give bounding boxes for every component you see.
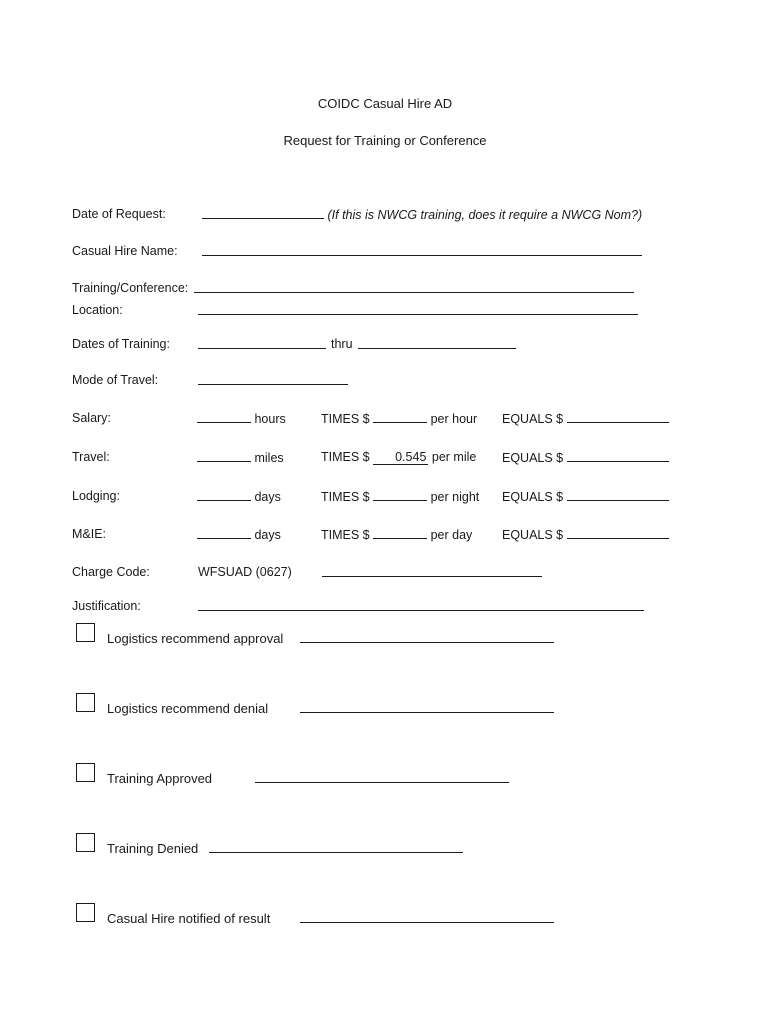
justification-label: Justification: [72,599,141,613]
lodging-rate-field[interactable] [321,490,479,504]
travel-rate-field[interactable] [321,451,476,465]
salary-times: TIMES $ [321,412,370,426]
justification-field[interactable] [198,600,644,614]
travel-label: Travel: [72,450,110,464]
mie-equals: EQUALS $ [502,528,564,542]
logistics-approval-signature-line[interactable] [300,632,554,646]
training-approved-checkbox[interactable] [76,763,95,782]
lodging-unit: days [254,490,281,504]
casual-hire-notified-signature-line[interactable] [300,912,554,926]
logistics-denial-signature-line[interactable] [300,702,554,716]
lodging-per: per night [430,490,480,504]
lodging-equals: EQUALS $ [502,490,564,504]
mie-rate-field[interactable] [321,528,472,542]
lodging-times: TIMES $ [321,490,370,504]
logistics-denial-checkbox[interactable] [76,693,95,712]
casual-hire-name-field[interactable] [202,245,642,259]
salary-total-field[interactable] [502,412,669,426]
logistics-approval-checkbox[interactable] [76,623,95,642]
salary-per: per hour [430,412,478,426]
mie-unit: days [254,528,281,542]
logistics-denial-label: Logistics recommend denial [107,701,269,716]
dates-of-training-end-field[interactable] [358,338,516,352]
training-denied-label: Training Denied [107,841,199,856]
training-approved-label: Training Approved [107,771,213,786]
lodging-days-field[interactable] [197,490,281,504]
charge-code-field[interactable] [322,566,542,580]
charge-code-value: WFSUAD (0627) [198,565,292,579]
dates-of-training-start-field[interactable] [198,338,326,352]
training-conference-label: Training/Conference: [72,281,189,295]
salary-label: Salary: [72,411,111,425]
mie-label: M&IE: [72,527,107,541]
travel-total-field[interactable] [502,451,669,465]
mie-days-field[interactable] [197,528,281,542]
mie-per: per day [430,528,473,542]
travel-unit: miles [254,451,284,465]
mode-of-travel-field[interactable] [198,374,348,388]
travel-per: per mile [431,450,477,464]
logistics-approval-label: Logistics recommend approval [107,631,284,646]
training-conference-field[interactable] [194,282,634,296]
location-label: Location: [72,303,123,317]
training-denied-checkbox[interactable] [76,833,95,852]
document-subtitle: Request for Training or Conference [283,133,487,148]
dates-of-training-label: Dates of Training: [72,337,170,351]
charge-code-label: Charge Code: [72,565,150,579]
casual-hire-notified-label: Casual Hire notified of result [107,911,271,926]
salary-equals: EQUALS $ [502,412,564,426]
location-field[interactable] [198,304,638,318]
mie-times: TIMES $ [321,528,370,542]
mode-of-travel-label: Mode of Travel: [72,373,159,387]
travel-miles-field[interactable] [197,451,284,465]
document-title: COIDC Casual Hire AD [317,96,453,111]
training-approved-signature-line[interactable] [255,772,509,786]
nwcg-note: (If this is NWCG training, does it require a NWCG Nom?) [327,208,643,222]
casual-hire-notified-checkbox[interactable] [76,903,95,922]
date-of-request-field[interactable] [202,208,642,222]
training-denied-signature-line[interactable] [209,842,463,856]
date-of-request-label: Date of Request: [72,207,166,221]
travel-rate-value: 0.545 [373,451,428,465]
salary-unit: hours [254,412,286,426]
thru-label: thru [331,337,353,351]
mie-total-field[interactable] [502,528,669,542]
salary-rate-field[interactable] [321,412,477,426]
casual-hire-name-label: Casual Hire Name: [72,244,178,258]
travel-times: TIMES $ [321,450,370,464]
lodging-label: Lodging: [72,489,120,503]
travel-equals: EQUALS $ [502,451,564,465]
salary-hours-field[interactable] [197,412,286,426]
lodging-total-field[interactable] [502,490,669,504]
